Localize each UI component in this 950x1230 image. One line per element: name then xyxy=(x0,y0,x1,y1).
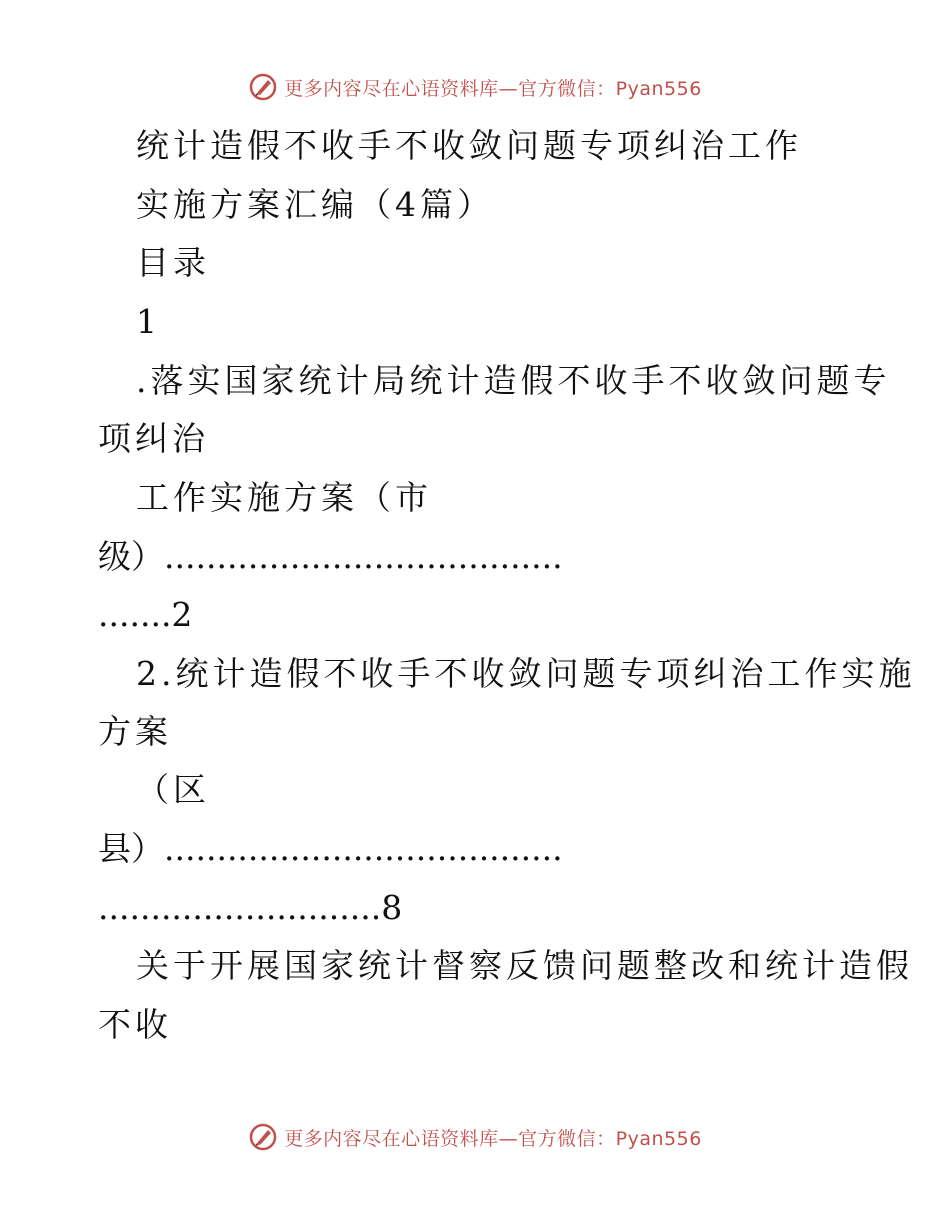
toc-item-1-number: 1 xyxy=(136,302,161,341)
toc-item-1-leader: 级）...................................... xyxy=(98,537,563,576)
toc-item-2-text-cont: 方案 xyxy=(98,712,172,751)
toc-item-3-text-cont: 不收 xyxy=(98,1005,172,1044)
doc-title-line-1: 统计造假不收手不收敛问题专项纠治工作 xyxy=(136,126,802,165)
doc-title-line-2: 实施方案汇编（4篇） xyxy=(136,185,494,224)
toc-item-1-text-cont: 工作实施方案（市 xyxy=(136,478,432,517)
toc-item-1-text: .落实国家统计局统计造假不收手不收敛问题专 xyxy=(136,361,891,400)
toc-item-2-leader: 县）...................................... xyxy=(98,829,563,868)
toc-item-2-text: 2.统计造假不收手不收敛问题专项纠治工作实施 xyxy=(136,654,916,693)
toc-heading: 目录 xyxy=(136,243,210,282)
pen-logo-icon xyxy=(248,72,278,102)
toc-item-2-text-cont: （区 xyxy=(136,770,210,809)
toc-item-2-page: ...........................8 xyxy=(98,888,403,927)
toc-item-1-page: .......2 xyxy=(98,595,193,634)
toc-item-1-text-cont: 项纠治 xyxy=(98,419,209,458)
footer-watermark xyxy=(0,1122,950,1152)
header-watermark xyxy=(0,72,950,102)
pen-logo-icon xyxy=(248,1122,278,1152)
watermark-text: 更多内容尽在心语资料库—官方微信：Pyan556 xyxy=(284,1127,702,1150)
toc-item-3-text: 关于开展国家统计督察反馈问题整改和统计造假 xyxy=(136,946,913,985)
watermark-text: 更多内容尽在心语资料库—官方微信：Pyan556 xyxy=(284,77,702,100)
